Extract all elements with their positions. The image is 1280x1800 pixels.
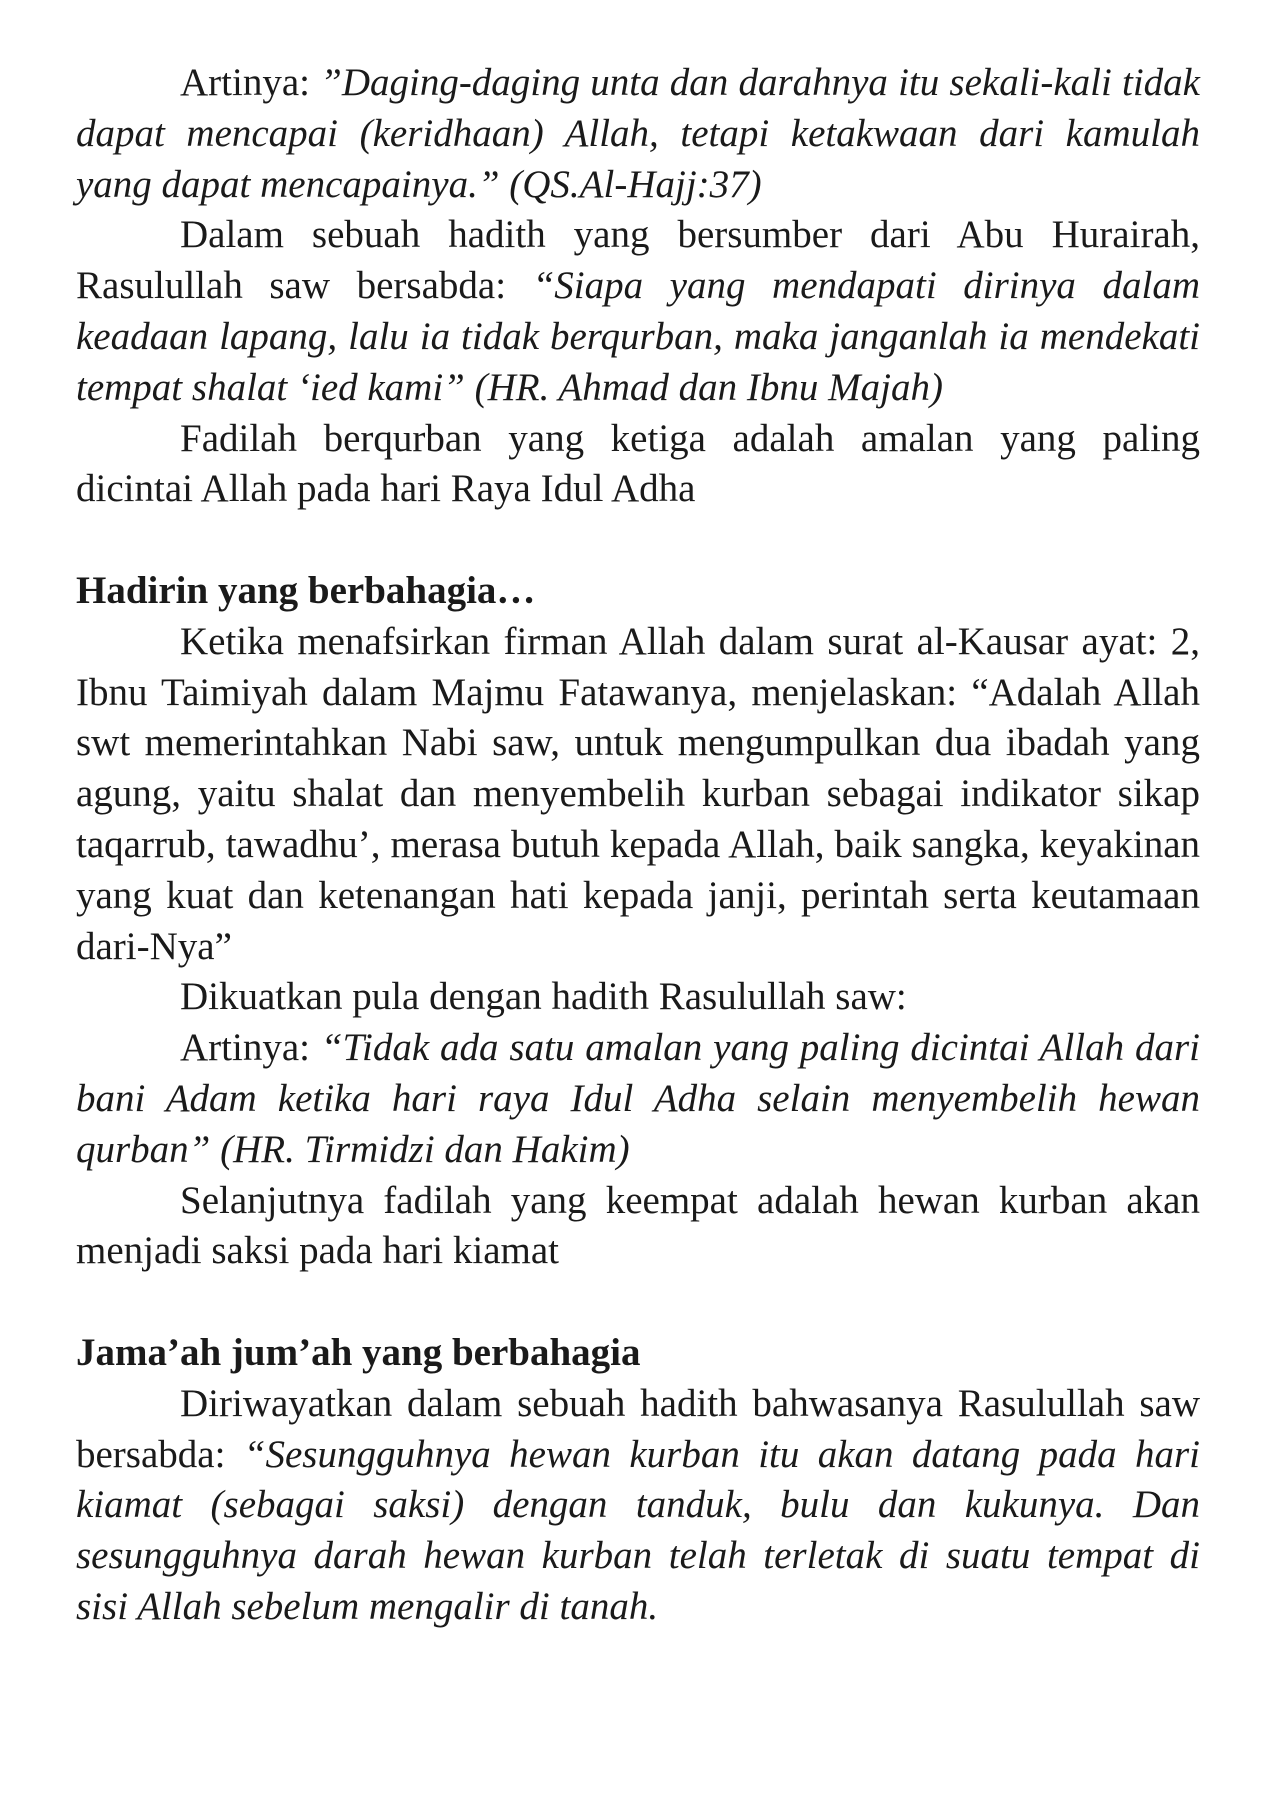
paragraph-lead: Artinya: bbox=[180, 1026, 321, 1070]
paragraph-strengthened: Dikuatkan pula dengan hadith Rasulullah saw: bbox=[180, 975, 907, 1019]
section-heading-hadirin: Hadirin yang berbahagia… bbox=[76, 568, 536, 612]
paragraph-hadith-witness bbox=[76, 1379, 1200, 1633]
paragraph-ibnu-taimiyah: Ketika menafsirkan firman Allah dalam surat al-Kausar ayat: 2, Ibnu Taimiyah dalam Majmu Fatawanya, menjelaskan: “Adalah Allah swt memerintahkan Nabi saw, untuk mengumpulkan dua ibadah yang agung, yaitu shalat dan menyembelih kurban sebagai indikator sikap taqarrub, tawadhu’, merasa butuh kepada Allah, baik sangka, keyakinan yang kuat dan ketenangan hati kepada janji, perintah serta keutamaan dari-Nya” bbox=[76, 619, 1200, 968]
paragraph-quran-quote bbox=[76, 58, 1200, 210]
section-heading-jamaah: Jama’ah jum’ah yang berbahagia bbox=[76, 1330, 641, 1374]
italic-quote: “Siapa yang mendapati dirinya dalam keadaan lapang, lalu ia tidak berqurban, maka janganlah ia mendekati tempat shalat ‘ied kami” (HR. Ahmad dan Ibnu Majah) bbox=[76, 264, 1200, 409]
paragraph-lead: Artinya: bbox=[180, 61, 321, 104]
paragraph-fourth-virtue: Selanjutnya fadilah yang keempat adalah hewan kurban akan menjadi saksi pada hari kiamat bbox=[76, 1178, 1200, 1273]
paragraph-hadith-tirmidzi bbox=[76, 1023, 1200, 1175]
paragraph-lead: Diriwayatkan dalam sebuah hadith bahwasanya Rasulullah saw bersabda: bbox=[76, 1381, 1200, 1476]
paragraph-hadith-abu-hurairah bbox=[76, 210, 1200, 413]
italic-quote: “Sesungguhnya hewan kurban itu akan datang pada hari kiamat (sebagai saksi) dengan tanduk, bulu dan kukunya. Dan sesungguhnya darah hewan kurban telah terletak di suatu tempat di sisi Allah sebelum mengalir di tanah. bbox=[76, 1432, 1200, 1628]
italic-quote: ”Daging-daging unta dan darahnya itu sekali-kali tidak dapat mencapai (keridhaan) Allah, tetapi ketakwaan dari kamulah yang dapat mencapainya.” (QS.Al-Hajj:37) bbox=[76, 61, 1200, 206]
italic-quote: “Tidak ada satu amalan yang paling dicintai Allah dari bani Adam ketika hari raya Idul Adha selain menyembelih hewan qurban” (HR. Tirmidzi dan Hakim) bbox=[76, 1026, 1200, 1171]
paragraph-third-virtue: Fadilah berqurban yang ketiga adalah amalan yang paling dicintai Allah pada hari Raya Idul Adha bbox=[76, 416, 1200, 511]
paragraph-lead: Dalam sebuah hadith yang bersumber dari Abu Hurairah, Rasulullah saw bersabda: bbox=[76, 213, 1200, 308]
